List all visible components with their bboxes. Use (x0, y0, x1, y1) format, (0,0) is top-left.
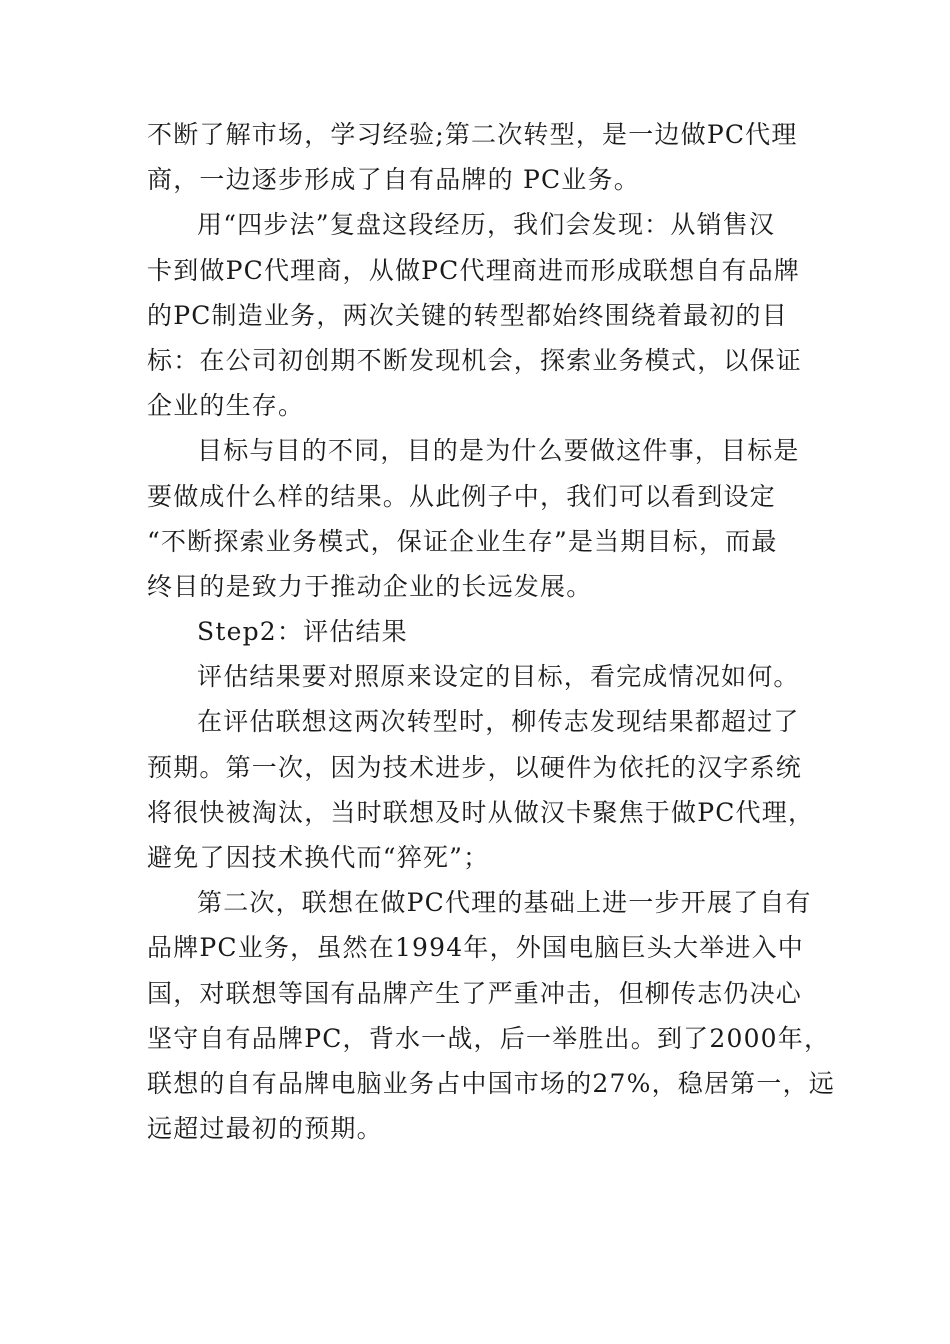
text-line: 坚守自有品牌PC，背水一战，后一举胜出。到了2000年， (147, 1023, 831, 1053)
paragraph-start-line: 用“四步法”复盘这段经历，我们会发现：从销售汉 (197, 210, 776, 240)
text-line: 避免了因技术换代而“猝死”； (147, 843, 490, 872)
paragraph-start-line: 目标与目的不同，目的是为什么要做这件事，目标是 (197, 436, 800, 466)
text-line: “不断探索业务模式，保证企业生存”是当期目标，而最 (147, 526, 778, 556)
text-line: 联想的自有品牌电脑业务占中国市场的27%，稳居第一，远 (147, 1068, 835, 1098)
text-line: 要做成什么样的结果。从此例子中，我们可以看到设定 (147, 481, 776, 511)
text-line: 预期。第一次，因为技术进步，以硬件为依托的汉字系统 (147, 752, 803, 782)
text-line: 将很快被淘汰，当时联想及时从做汉卡聚焦于做PC代理， (147, 797, 815, 827)
text-line: 卡到做PC代理商，从做PC代理商进而形成联想自有品牌 (147, 255, 801, 285)
text-line: 远超过最初的预期。 (147, 1114, 383, 1144)
text-line: 标：在公司初创期不断发现机会，探索业务模式，以保证 (147, 345, 803, 375)
text-line: 品牌PC业务，虽然在1994年，外国电脑巨头大举进入中 (147, 933, 804, 963)
document-body (147, 112, 835, 1151)
text-line: 的PC制造业务，两次关键的转型都始终围绕着最初的目 (147, 300, 788, 330)
paragraph-start-line: 第二次，联想在做PC代理的基础上进一步开展了自有 (197, 888, 812, 918)
text-line: 终目的是致力于推动企业的长远发展。 (147, 571, 593, 601)
text-line: 不断了解市场，学习经验;第二次转型，是一边做PC代理 (147, 120, 798, 149)
text-line: 商，一边逐步形成了自有品牌的 PC业务。 (147, 165, 640, 195)
section-heading: Step2：评估结果 (197, 617, 408, 647)
paragraph-start-line: 评估结果要对照原来设定的目标，看完成情况如何。 (197, 662, 800, 692)
text-line: 企业的生存。 (147, 391, 305, 421)
paragraph-start-line: 在评估联想这两次转型时，柳传志发现结果都超过了 (197, 707, 800, 737)
text-line: 国，对联想等国有品牌产生了严重冲击，但柳传志仍决心 (147, 978, 803, 1008)
